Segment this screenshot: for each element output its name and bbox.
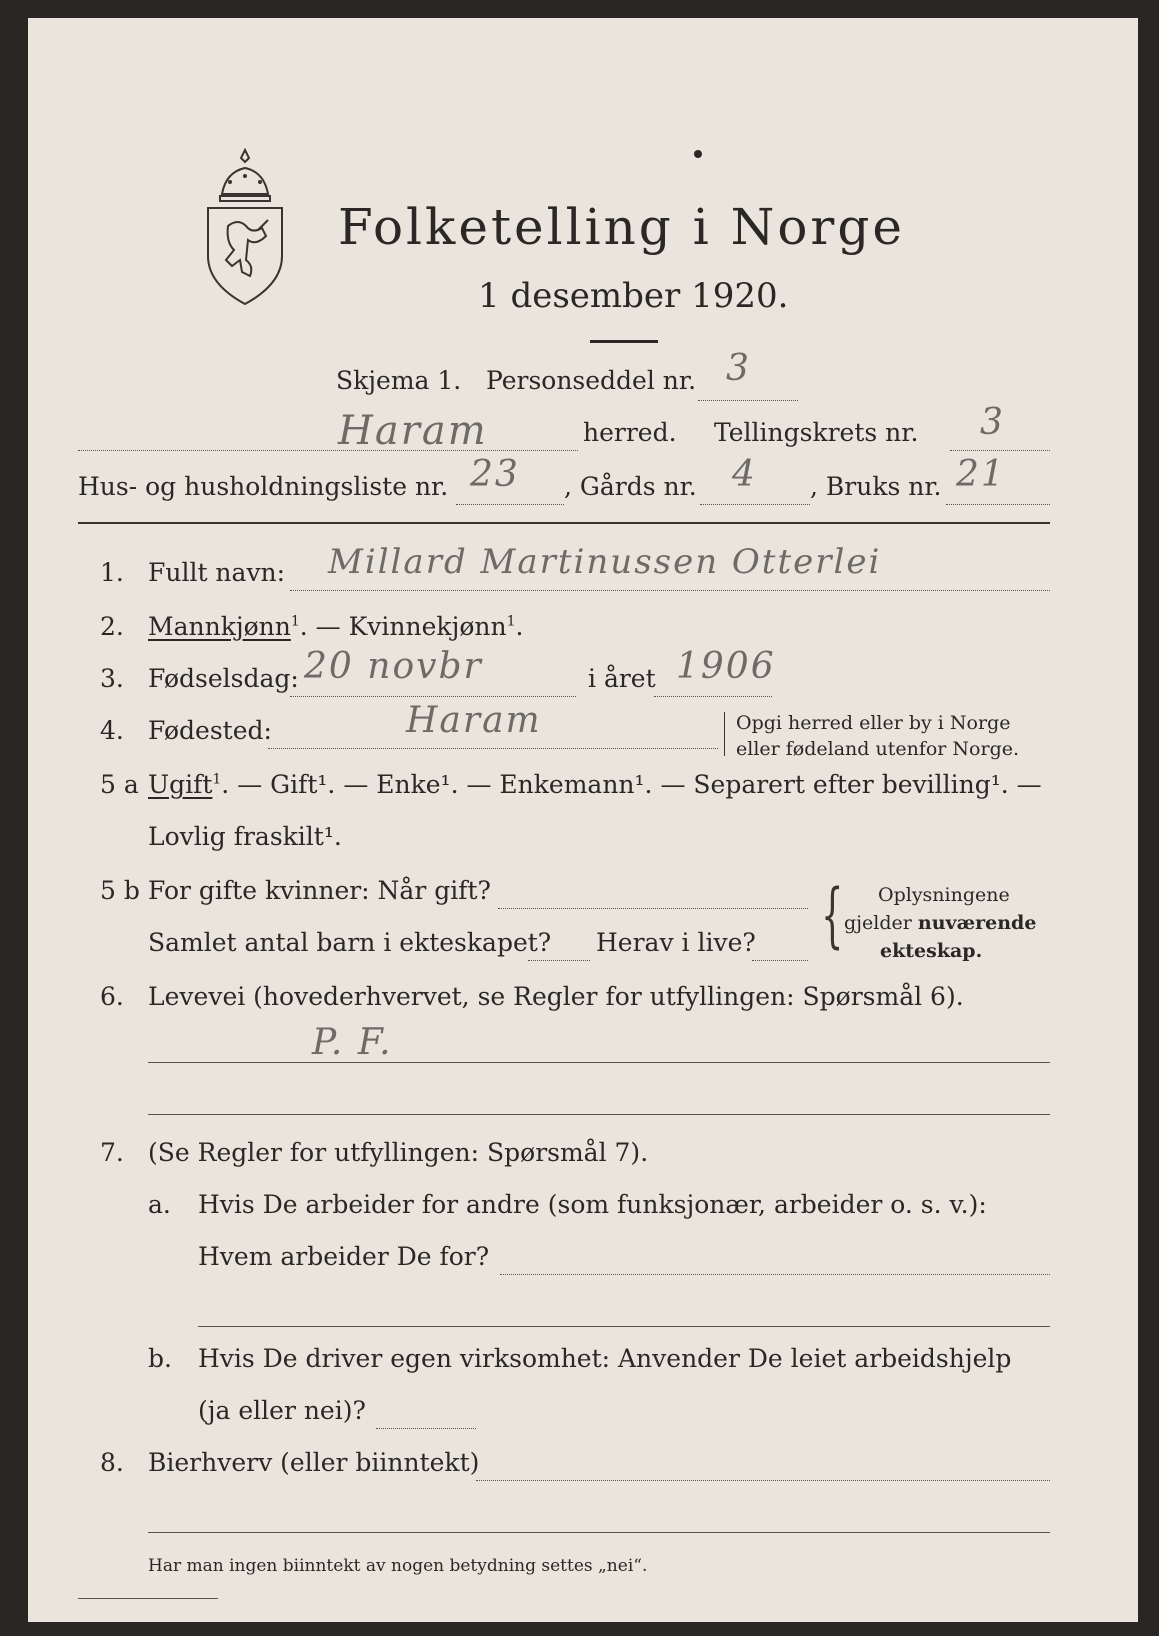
personseddel-line [698,400,798,401]
q7b-line1: Hvis De driver egen virksomhet: Anvender De leiet arbeidshjelp [198,1344,1012,1373]
q7a-line1: Hvis De arbeider for andre (som funksjonær, arbeider o. s. v.): [198,1190,987,1219]
gards-value[interactable]: 4 [732,454,757,495]
herred-value[interactable]: Haram [338,408,488,454]
q8-line [476,1480,1050,1481]
tellingskrets-value[interactable]: 3 [980,402,1005,443]
personseddel-label: Personseddel nr. [486,366,697,395]
bruks-line [946,504,1050,505]
q7-number: 7. [100,1138,124,1167]
q5b-alive-line [752,960,808,961]
q8-number: 8. [100,1448,124,1477]
q8-extra-line [148,1532,1050,1533]
q6-occupation-value[interactable]: P. F. [312,1022,393,1063]
q8-label: Bierhverv (eller biinntekt) [148,1448,480,1477]
q4-line [268,748,718,749]
q5a-other-options[interactable]: . — Gift¹. — Enke¹. — Enkemann¹. — Separert efter bevilling¹. — [221,770,1042,799]
q1-number: 1. [100,558,124,587]
bruks-label: , Bruks nr. [810,472,942,501]
q2-female-option[interactable]: Kvinnekjønn [348,612,507,641]
bruks-value[interactable]: 21 [956,454,1006,495]
q3-year-label: i året [588,664,656,693]
q2-sex-options: Mannkjønn$^1$. — Kvinnekjønn$^1$. [148,612,524,641]
q5b-number: 5 b [100,876,140,905]
coat-of-arms-icon [200,146,290,311]
q5b-when-line [498,908,808,909]
q6-line1 [148,1062,1050,1063]
q4-note-line2: eller fødeland utenfor Norge. [736,738,1020,760]
q1-line [290,590,1050,591]
q5b-note-line2: gjelder nuværende [844,912,1037,934]
q3-year-line [654,696,772,697]
q7a-extra-line [198,1326,1050,1327]
q4-number: 4. [100,716,124,745]
q3-birthday-value[interactable]: 20 novbr [304,646,483,687]
gards-label: , Gårds nr. [564,472,697,501]
q7b-line2: (ja eller nei)? [198,1396,366,1425]
q7a-employer-line [500,1274,1050,1275]
q4-note-line1: Opgi herred eller by i Norge [736,712,1011,734]
q5b-children-line [528,960,590,961]
q5b-line2b: Herav i live? [596,928,756,957]
gards-line [700,504,810,505]
tellingskrets-label: Tellingskrets nr. [714,418,919,447]
q4-birthplace-value[interactable]: Haram [406,700,542,741]
q1-full-name-value[interactable]: Millard Martinussen Otterlei [328,542,882,582]
q5b-note-brace: { [821,874,844,956]
page-subtitle: 1 desember 1920. [478,276,789,316]
q7b-answer-line [376,1428,476,1429]
census-form-page [28,18,1138,1622]
page-title: Folketelling i Norge [338,198,905,256]
q4-label: Fødested: [148,716,272,745]
footer-note: Har man ingen biinntekt av nogen betydning settes „nei“. [148,1556,648,1576]
herred-label: herred. [583,418,677,447]
q6-line2 [148,1114,1050,1115]
q7a-line2: Hvem arbeider De for? [198,1242,490,1271]
ink-mark [694,150,702,158]
q5b-note-line1: Oplysningene [878,884,1010,906]
q1-label: Fullt navn: [148,558,286,587]
hus-line [456,504,564,505]
q7a-letter: a. [148,1190,171,1219]
header-divider [78,522,1050,524]
q6-label: Levevei (hovederhvervet, se Regler for utfyllingen: Spørsmål 6). [148,982,964,1011]
q5b-line1: For gifte kvinner: Når gift? [148,876,491,905]
q5a-line2[interactable]: Lovlig fraskilt¹. [148,822,342,851]
hus-value[interactable]: 23 [470,454,520,495]
q2-number: 2. [100,612,124,641]
q3-number: 3. [100,664,124,693]
tellingskrets-line [950,450,1050,451]
q5b-line2a: Samlet antal barn i ekteskapet? [148,928,552,957]
q5b-note-line3: ekteskap. [880,940,983,962]
herred-line [78,450,578,451]
q5a-ugift-option[interactable]: Ugift [148,770,213,799]
hus-label: Hus- og husholdningsliste nr. [78,472,449,501]
q7-label: (Se Regler for utfyllingen: Spørsmål 7). [148,1138,649,1167]
q5a-number: 5 a [100,770,139,799]
q3-label: Fødselsdag: [148,664,299,693]
footer-short-line [78,1598,218,1599]
q5a-options: Ugift$^1$. — Gift¹. — Enke¹. — Enkemann¹. — Separert efter bevilling¹. — [148,770,1042,799]
skjema-label: Skjema 1. [336,366,462,395]
q6-number: 6. [100,982,124,1011]
q3-date-line [290,696,576,697]
q3-year-value[interactable]: 1906 [676,646,776,687]
title-divider [590,340,658,343]
q2-male-option[interactable]: Mannkjønn [148,612,291,641]
q4-note-bracket [724,712,729,756]
q7b-letter: b. [148,1344,172,1373]
personseddel-value[interactable]: 3 [726,348,751,389]
